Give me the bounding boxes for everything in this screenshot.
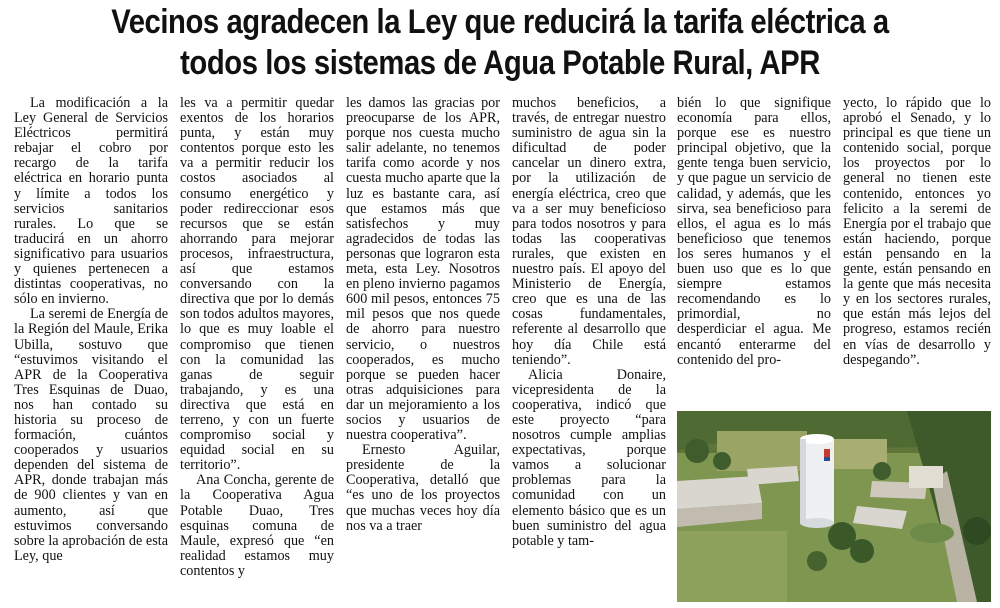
- paragraph: Ana Concha, gerente de la Cooperativa Agua Potable Duao, Tres esquinas comuna de Maule, expresó que “en realidad estamos muy contentos y: [180, 472, 334, 579]
- headline-line-1: Vecinos agradecen la Ley que reducirá la tarifa eléctrica a: [111, 3, 889, 41]
- headline: [75, 2, 925, 84]
- paragraph: les damos las gracias por preocuparse de los APR, porque nos cuesta mucho salir adelante, no tenemos tarifa como acorde y nos cuesta mucho aparte que la luz es bastante cara, así que estamos más que satisfechos y muy agradecidos de todas las personas que lograron esta meta, esta Ley. Nosotros en pleno invierno pagamos 600 mil pesos, entonces 75 mil pesos que nos quede de ahorro para nuestro servicio, o nuestros cooperados, es mucho porque se pueden hacer otras adquisiciones para dar un mejoramiento a los socios y usuarios de nuestra cooperativa”.: [346, 96, 500, 444]
- article-column-3: [346, 96, 500, 606]
- paragraph: yecto, lo rápido que lo aprobó el Senado, y lo principal es que tiene un contenido social, porque los proyectos por lo general no tienen este contenido, entonces yo felicito a la seremi de Energía por el trabajo que están haciendo, porque están pensando en la gente, están pensando en la gente que más necesita y en los sectores rurales, que están más lejos del progreso, estamos recién en vías de desarrollo y despegando”.: [843, 96, 991, 368]
- paragraph: La modificación a la Ley General de Servicios Eléctricos permitirá rebajar el cobro por recargo de la tarifa eléctrica en horario punta y límite a todos los servicios sanitarios rurales. Lo que se traducirá en un ahorro significativo para usuarios y quienes pertenecen a distintas cooperativas, no sólo en invierno.: [14, 96, 168, 308]
- article-column-4: [512, 96, 666, 606]
- paragraph: muchos beneficios, a través, de entregar nuestro suministro de agua sin la dificultad de poder cancelar un dinero extra, por la utilización de energía eléctrica, creo que va a ser muy beneficioso para todos nosotros y para todas las cooperativas rurales, que existen en nuestro país. El apoyo del Ministerio de Energía, creo que es una de las cosas fundamentales, referente al desarrollo que hoy día Chile está teniendo”.: [512, 96, 666, 368]
- paragraph: La seremi de Energía de la Región del Maule, Erika Ubilla, sostuvo que “estuvimos visitando el APR de la Cooperativa Tres Esquinas de Duao, nos han contado su historia su proceso de formación, cuántos cooperados y usuarios dependen del sistema de APR, donde trabajan más de 900 clientes y van en aumento, así que estuvimos conversando sobre la aprobación de esta Ley, que: [14, 306, 168, 564]
- headline-line-2: todos los sistemas de Agua Potable Rural, APR: [180, 44, 820, 82]
- paragraph: bién lo que signifique economía para ellos, porque ese es nuestro principal objetivo, que la gente tenga buen servicio, y que pague un servicio de calidad, y además, que les sirva, sea beneficioso para ellos, el agua es lo más beneficioso que tenemos los seres humanos y el buen uso que es lo que siempre estamos recomendando es lo primordial, no desperdiciar el agua. Me encantó enterarme del contenido del pro-: [677, 96, 831, 368]
- article-column-2: [180, 96, 334, 606]
- paragraph: Alicia Donaire, vicepresidenta de la cooperativa, indicó que este proyecto “para nosotros cumple amplias expectativas, porque vamos a solucionar problemas para la comunidad con un elemento básico que es un buen suministro del agua potable y tam-: [512, 366, 666, 549]
- article-column-6: [843, 96, 991, 408]
- paragraph: les va a permitir quedar exentos de los horarios punta, y están muy contentos porque esto les va a permitir reducir los costos asociados al consumo energético y poder redireccionar esos recursos que se están ahorrando para mejorar procesos, infraestructura, así que estamos conversando con la directiva que por lo demás son todos adultos mayores, lo que es muy loable el compromiso que tienen con la comunidad las ganas de seguir trabajando, y es una directiva que está en terreno, y con un fuerte compromiso social y equidad social en su territorio”.: [180, 96, 334, 474]
- article-column-5: [677, 96, 831, 408]
- article-column-1: [14, 96, 168, 606]
- paragraph: Ernesto Aguilar, presidente de la Cooperativa, detalló que “es uno de los proyectos que muchas veces hoy día nos va a traer: [346, 442, 500, 534]
- aerial-photo-water-tower: [677, 411, 991, 602]
